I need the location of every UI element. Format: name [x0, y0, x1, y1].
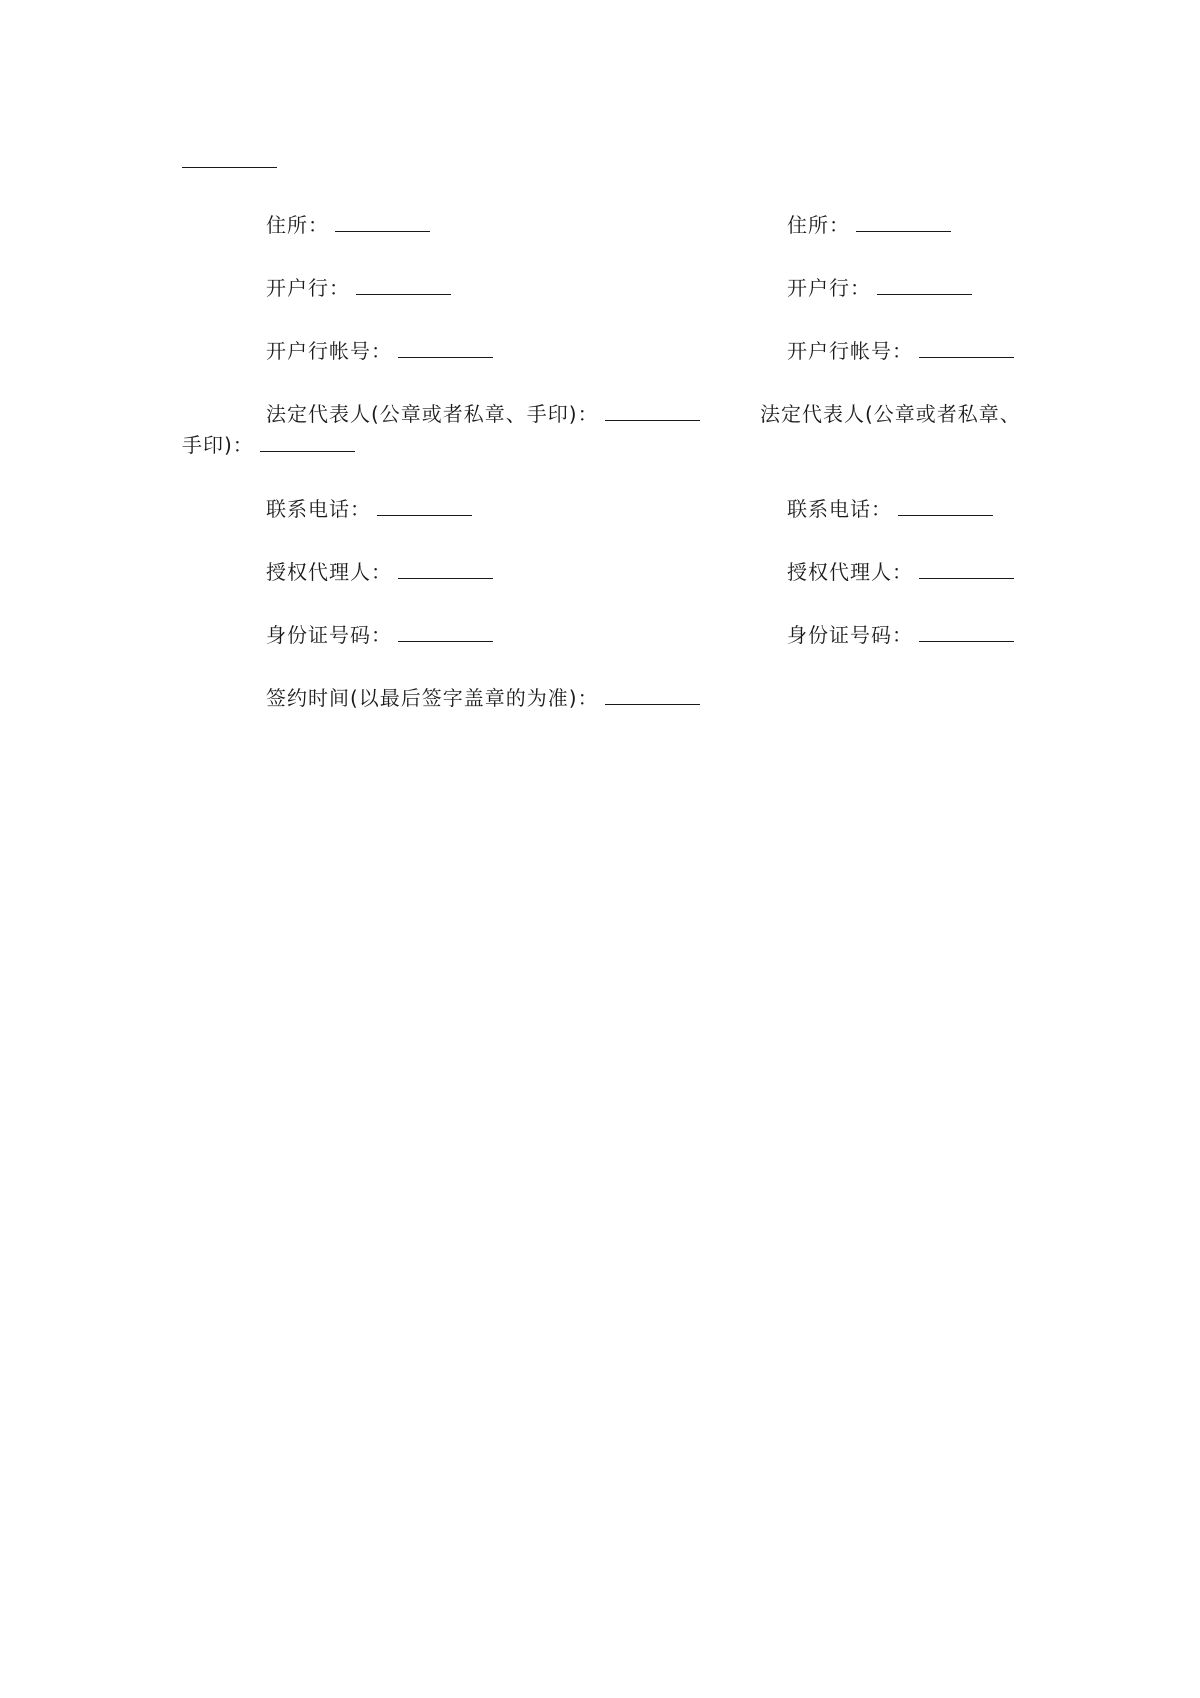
right-bank-account-label: 开户行帐号：	[787, 339, 913, 363]
right-id-number-field	[787, 621, 1014, 649]
right-legal-rep-label-line1	[760, 400, 1021, 428]
blank-line	[335, 211, 430, 232]
blank-line	[919, 337, 1014, 358]
blank-line	[605, 684, 700, 705]
blank-line	[356, 274, 451, 295]
blank-line	[377, 495, 472, 516]
left-bank-label: 开户行：	[266, 276, 350, 300]
left-legal-rep-label: 法定代表人(公章或者私章、手印)：	[266, 402, 599, 426]
right-address-field	[787, 211, 951, 239]
left-address-label: 住所：	[266, 213, 329, 237]
right-legal-rep-label-line2	[182, 431, 355, 459]
left-legal-rep-field	[266, 400, 700, 428]
blank-line	[260, 431, 355, 452]
left-agent-field	[266, 558, 493, 586]
blank-line	[605, 400, 700, 421]
blank-line	[182, 167, 277, 168]
blank-line	[898, 495, 993, 516]
left-bank-account-label: 开户行帐号：	[266, 339, 392, 363]
left-address-field	[266, 211, 430, 239]
blank-line	[398, 621, 493, 642]
right-bank-label: 开户行：	[787, 276, 871, 300]
sign-time-label: 签约时间(以最后签字盖章的为准)：	[266, 686, 599, 710]
left-phone-field	[266, 495, 472, 523]
blank-line	[856, 211, 951, 232]
blank-line	[919, 558, 1014, 579]
left-bank-field	[266, 274, 451, 302]
blank-line	[919, 621, 1014, 642]
blank-line	[877, 274, 972, 295]
sign-time-field	[266, 684, 700, 712]
right-phone-field	[787, 495, 993, 523]
right-agent-label: 授权代理人：	[787, 560, 913, 584]
right-address-label: 住所：	[787, 213, 850, 237]
left-bank-account-field	[266, 337, 493, 365]
left-id-number-field	[266, 621, 493, 649]
right-agent-field	[787, 558, 1014, 586]
left-agent-label: 授权代理人：	[266, 560, 392, 584]
blank-line	[398, 337, 493, 358]
right-id-number-label: 身份证号码：	[787, 623, 913, 647]
right-legal-rep-label-cont: 手印)：	[182, 433, 254, 457]
right-bank-account-field	[787, 337, 1014, 365]
left-id-number-label: 身份证号码：	[266, 623, 392, 647]
right-bank-field	[787, 274, 972, 302]
blank-line	[398, 558, 493, 579]
right-legal-rep-label: 法定代表人(公章或者私章、	[760, 402, 1021, 426]
left-phone-label: 联系电话：	[266, 497, 371, 521]
right-phone-label: 联系电话：	[787, 497, 892, 521]
